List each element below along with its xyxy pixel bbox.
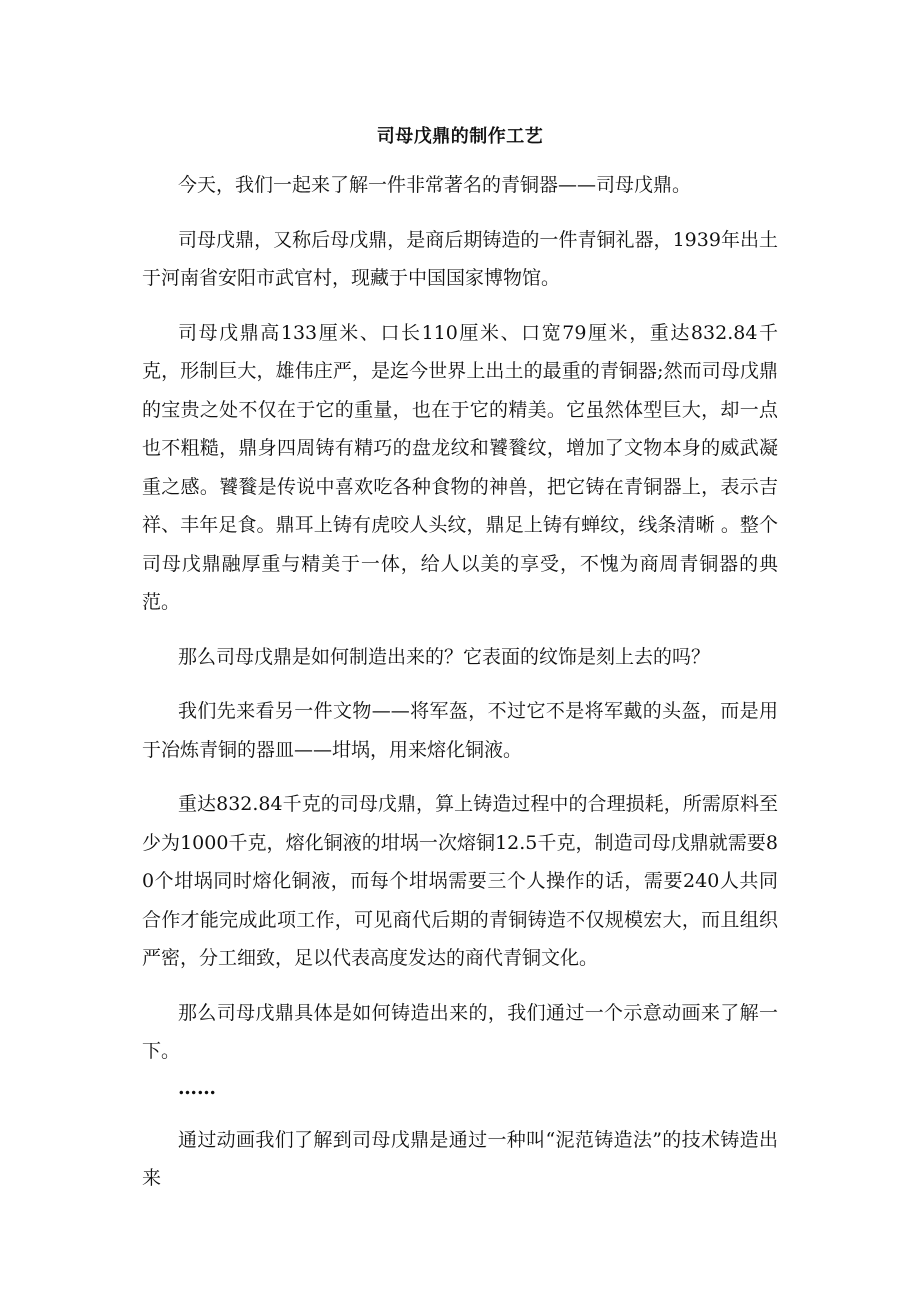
document-title: 司母戊鼎的制作工艺 — [376, 126, 544, 147]
paragraph-description: 司母戊鼎高133厘米、口长110厘米、口宽79厘米，重达832.84千克，形制巨大，雄伟庄严，是迄今世界上出土的最重的青铜器;然而司母戊鼎的宝贵之处不仅在于它的重量，也在于它的精美。它虽然体型巨大，却一点也不粗糙，鼎身四周铸有精巧的盘龙纹和饕餮纹，增加了文物本身的威武凝重之感。饕餮是传说中喜欢吃各种食物的神兽，把它铸在青铜器上，表示吉祥、丰年足食。鼎耳上铸有虎咬人头纹，鼎足上铸有蝉纹，线条清晰 。整个司母戊鼎融厚重与精美于一体，给人以美的享受，不愧为商周青铜器的典范。 — [142, 321, 778, 613]
paragraph-conclusion: 通过动画我们了解到司母戊鼎是通过一种叫“泥范铸造法”的技术铸造出来 — [142, 1128, 778, 1189]
paragraph-origin: 司母戊鼎，又称后母戊鼎，是商后期铸造的一件青铜礼器，1939年出土于河南省安阳市武官村，现藏于中国国家博物馆。 — [142, 228, 778, 289]
paragraph-animation-intro: 那么司母戊鼎具体是如何铸造出来的，我们通过一个示意动画来了解一下。 — [142, 1001, 778, 1062]
document-body — [142, 118, 778, 1198]
paragraph-crucible: 我们先来看另一件文物——将军盔，不过它不是将军戴的头盔，而是用于冶炼青铜的器皿——坩埚，用来熔化铜液。 — [142, 700, 778, 761]
paragraph-intro: 今天，我们一起来了解一件非常著名的青铜器——司母戊鼎。 — [178, 174, 692, 196]
paragraph-question: 那么司母戊鼎是如何制造出来的？它表面的纹饰是刻上去的吗？ — [178, 645, 711, 668]
ellipsis-marker: …… — [178, 1076, 216, 1099]
paragraph-casting-scale: 重达832.84千克的司母戊鼎，算上铸造过程中的合理损耗，所需原料至少为1000千克，熔化铜液的坩埚一次熔铜12.5千克，制造司母戊鼎就需要80个坩埚同时熔化铜液，而每个坩埚需要三个人操作的话，需要240人共同合作才能完成此项工作，可见商代后期的青铜铸造不仅规模宏大，而且组织严密，分工细致，足以代表高度发达的商代青铜文化。 — [142, 793, 778, 969]
